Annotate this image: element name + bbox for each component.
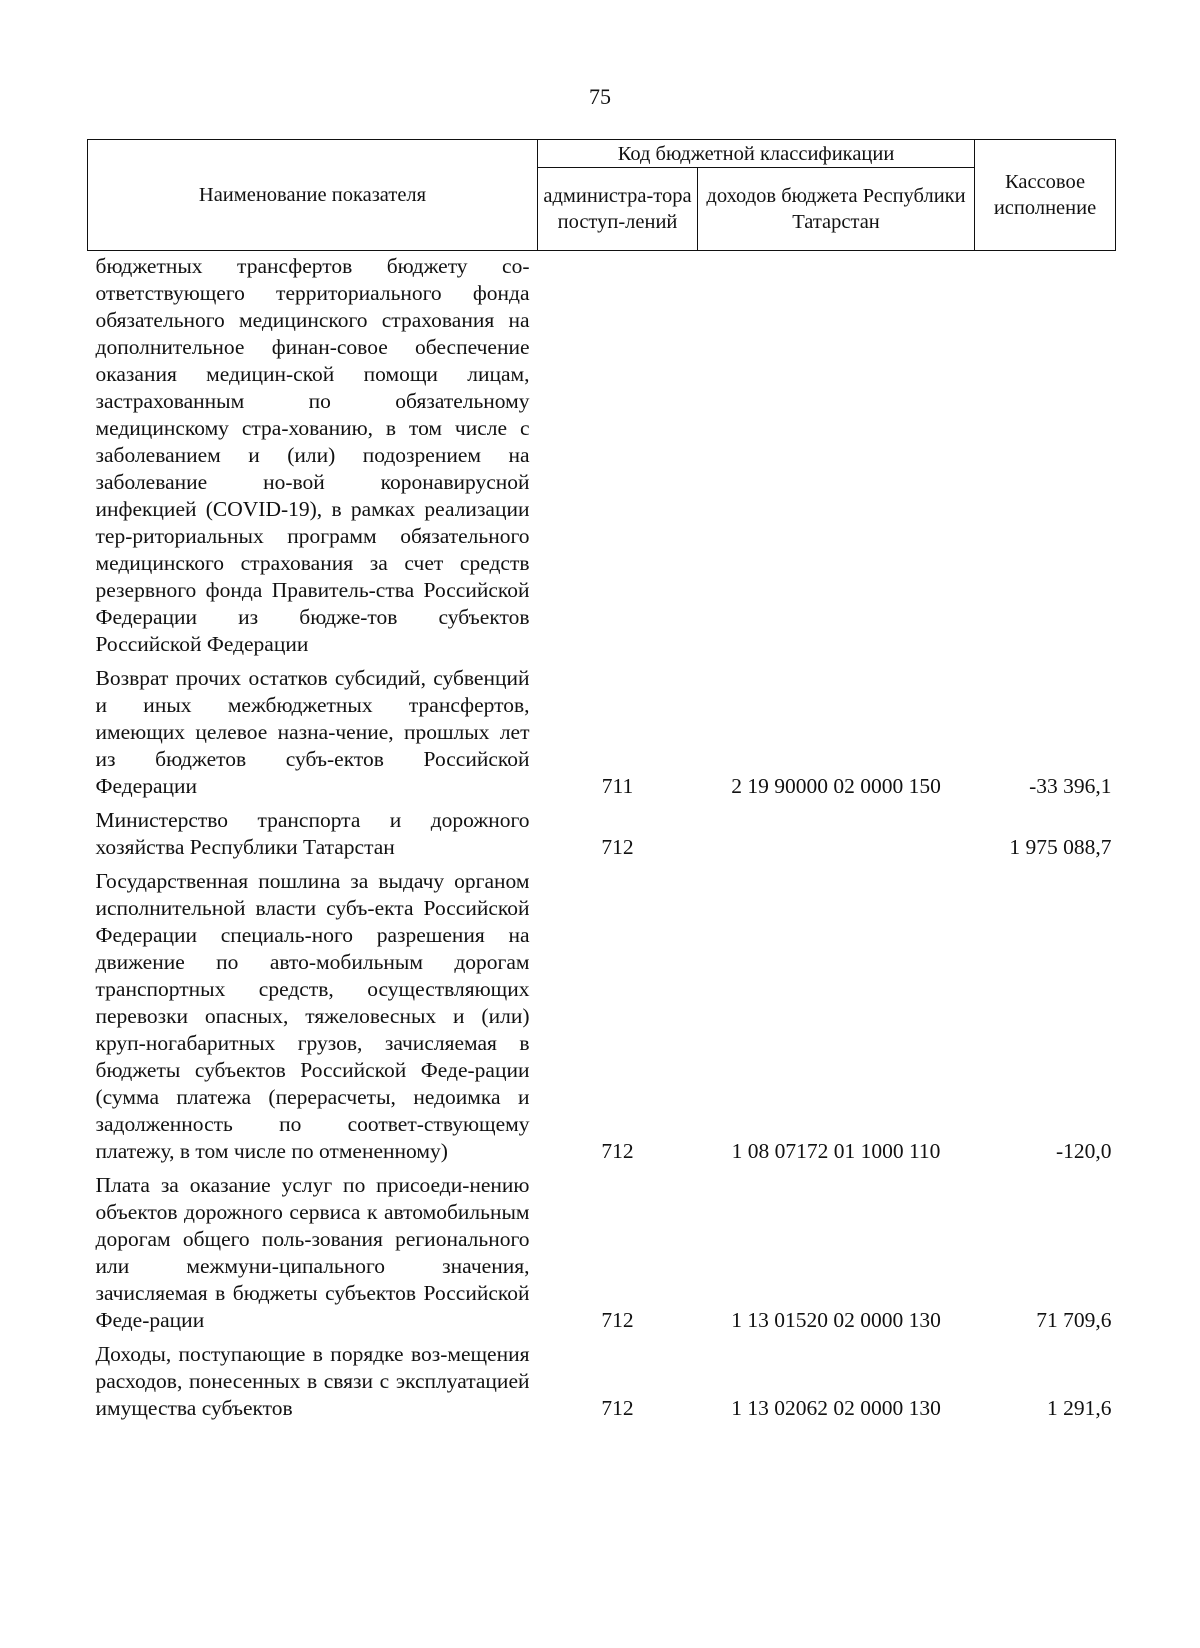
row-cash-execution [975,251,1116,659]
row-admin-code: 712 [601,1139,634,1163]
row-admin-code: 712 [601,1396,634,1420]
row-indicator-name: Плата за оказание услуг по присоеди-нению объектов дорожного сервиса к автомобильным дорогам общего поль-зования регионального или межмуни-ципального значения, зачисляемая в бюджеты субъектов Российской Феде-рации [95,1173,530,1332]
table-row [88,1165,1116,1334]
page-number: 75 [589,84,611,109]
table-row [88,1334,1116,1422]
row-revenue-code: 1 13 02062 02 0000 130 [731,1396,941,1420]
header-budget-classification-code: Код бюджетной классификации [538,140,975,168]
row-indicator-name: бюджетных трансфертов бюджету со-ответствующего территориального фонда обязательного медицинского страхования на дополнительное финан-совое обеспечение оказания медицин-ской помощи лицам, застрахованным по обязательному медицинскому стра-хованию, в том числе с заболеванием и (или) подозрением на заболевание но-вой коронавирусной инфекцией (COVID-19), в рамках реализации тер-риториальных программ обязательного медицинского страхования за счет средств резервного фонда Правитель-ства Российской Федерации из бюдже-тов субъектов Российской Федерации [95,254,530,656]
table-row [88,800,1116,861]
row-indicator-name: Государственная пошлина за выдачу органом исполнительной власти субъ-екта Российской Федерации специаль-ного разрешения на движение по авто-мобильным дорогам транспортных средств, осуществляющих перевозки опасных, тяжеловесных и (или) круп-ногабаритных грузов, зачисляемая в бюджеты субъектов Российской Феде-рации (сумма платежа (перерасчеты, недоимка и задолженность по соответ-ствующему платежу, в том числе по отмененному) [95,869,530,1163]
row-admin-code: 712 [601,835,634,859]
row-revenue-code: 2 19 90000 02 0000 150 [731,774,941,798]
row-cash-execution: 71 709,6 [1036,1308,1112,1332]
header-revenue-code: доходов бюджета Республики Татарстан [698,168,975,251]
row-cash-execution: 1 975 088,7 [1009,835,1112,859]
row-cash-execution: 1 291,6 [1047,1396,1112,1420]
row-indicator-name: Доходы, поступающие в порядке воз-мещения расходов, понесенных в связи с эксплуатацией имущества субъектов [95,1342,530,1420]
row-indicator-name: Министерство транспорта и дорожного хозяйства Республики Татарстан [95,808,530,859]
row-cash-execution: -33 396,1 [1029,774,1112,798]
row-revenue-code [698,251,975,659]
budget-execution-table [87,139,1116,1422]
row-admin-code: 712 [601,1308,634,1332]
header-indicator-name: Наименование показателя [88,140,538,251]
table-row [88,861,1116,1165]
header-revenue-administrator: администра-тора поступ-лений [538,168,698,251]
row-indicator-name: Возврат прочих остатков субсидий, субвенций и иных межбюджетных трансфертов, имеющих целевое назна-чение, прошлых лет из бюджетов субъ-ектов Российской Федерации [95,666,530,798]
table-row [88,658,1116,800]
row-revenue-code: 1 13 01520 02 0000 130 [731,1308,941,1332]
table-row [88,251,1116,659]
row-revenue-code [698,800,975,861]
header-cash-execution: Кассовое исполнение [975,140,1116,251]
table-header [88,140,1116,251]
row-admin-code [538,251,698,659]
row-admin-code: 711 [601,774,634,798]
row-revenue-code: 1 08 07172 01 1000 110 [731,1139,941,1163]
row-cash-execution: -120,0 [1055,1139,1112,1163]
